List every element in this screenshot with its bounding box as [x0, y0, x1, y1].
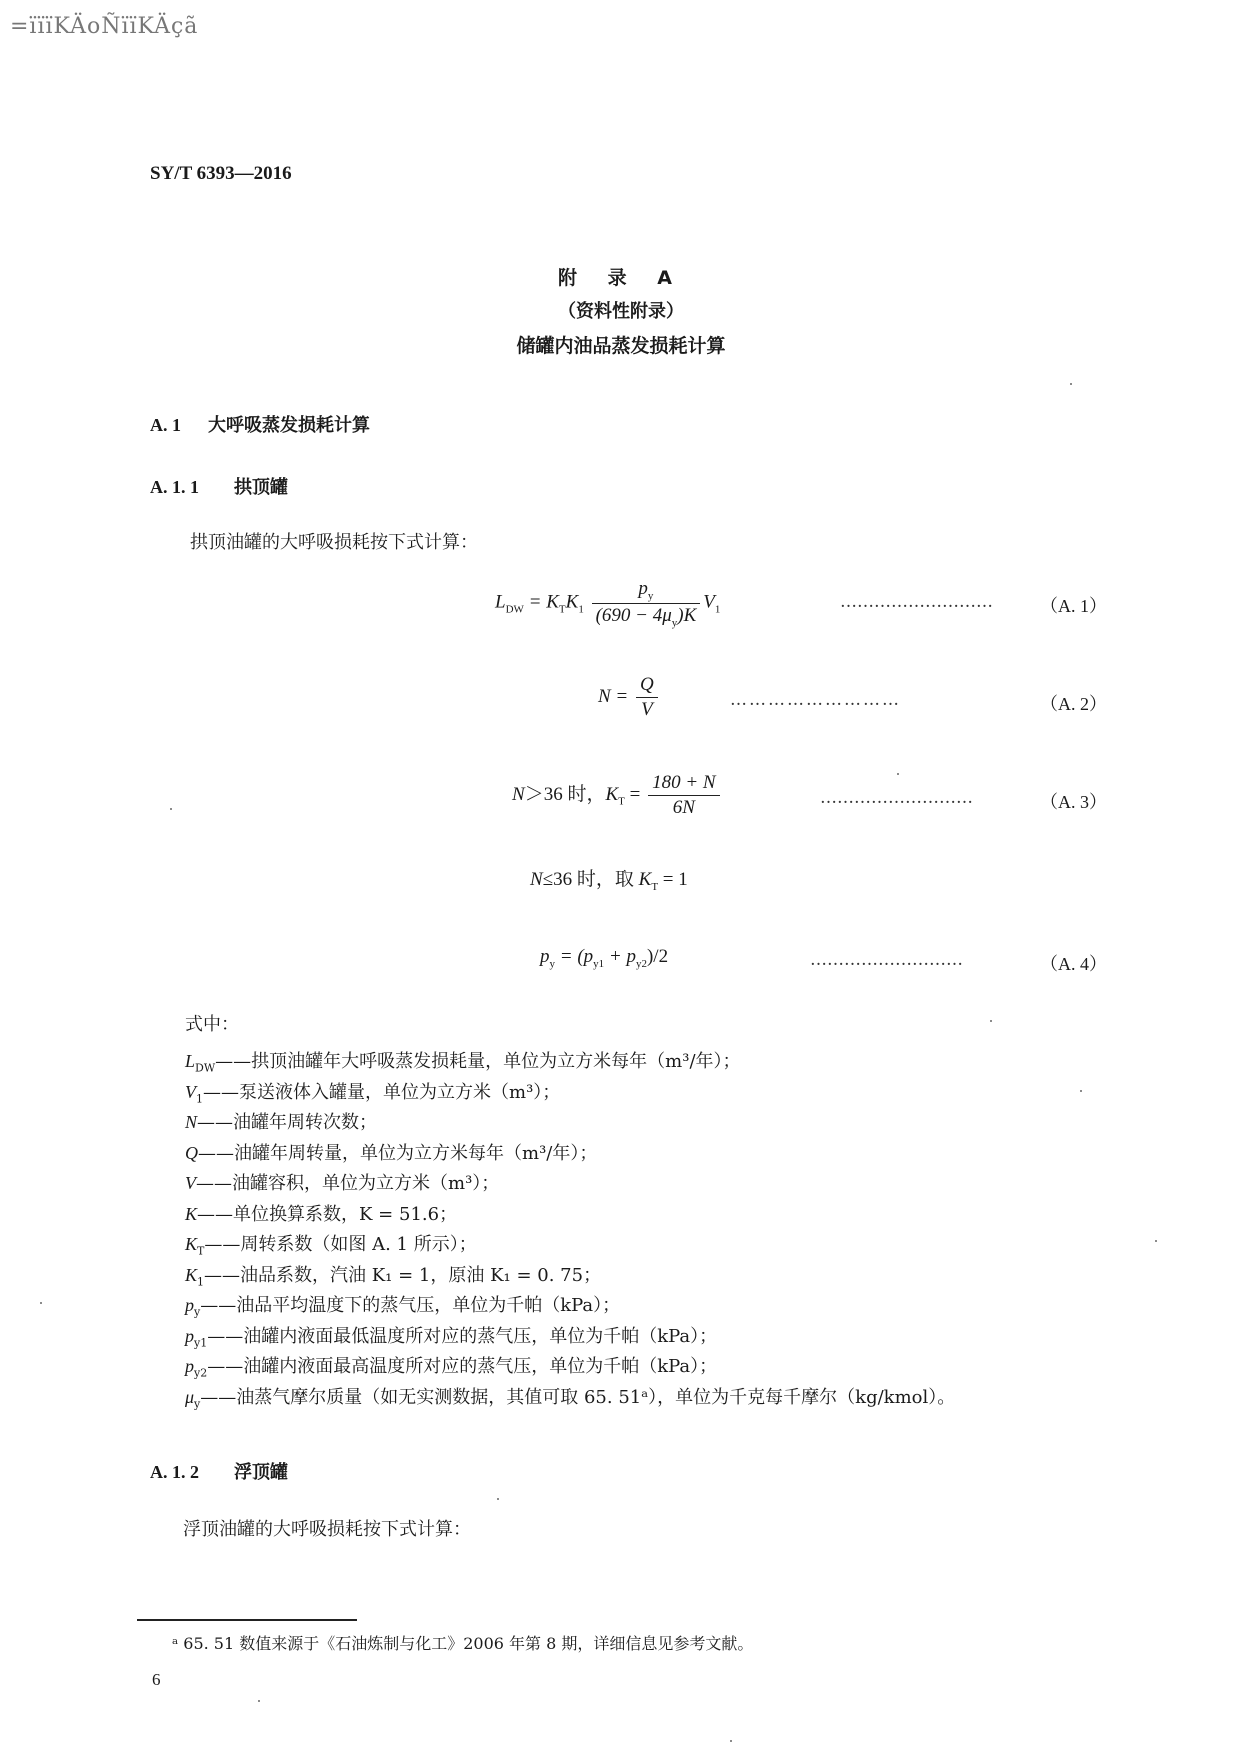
definition-symbol: p	[185, 1295, 194, 1315]
definition-symbol-subscript: y2	[194, 1366, 208, 1380]
formula-term: p	[638, 578, 648, 599]
formula-text: =	[624, 783, 646, 805]
definition-text: ——油品系数，汽油 K₁ = 1，原油 K₁ = 0. 75；	[204, 1264, 602, 1286]
definition-text: ——周转系数（如图 A. 1 所示）；	[204, 1234, 477, 1255]
page-number: 6	[152, 1670, 161, 1689]
leader-dots: ………………………	[810, 950, 963, 970]
scan-speck	[897, 773, 899, 775]
definition-item	[185, 1230, 477, 1258]
formula-lhs: N =	[598, 685, 633, 707]
definition-symbol: p	[185, 1325, 194, 1346]
scan-speck	[730, 1740, 732, 1742]
fraction-numerator: 180 + N	[648, 772, 720, 796]
formula-subscript: 1	[578, 603, 584, 616]
definition-symbol-subscript: DW	[195, 1061, 216, 1075]
equation-number: （A. 3）	[1040, 792, 1107, 812]
formula-subscript: T	[651, 880, 659, 893]
definition-text: ——油罐年周转次数；	[197, 1112, 378, 1133]
definition-text: ——油罐内液面最低温度所对应的蒸气压，单位为千帕（kPa）；	[207, 1325, 718, 1347]
formula-subscript: 1	[714, 603, 721, 616]
definition-text: ——油蒸气摩尔质量（如无实测数据，其值可取 65. 51ᵃ），单位为千克每千摩尔（kg/kmol）。	[200, 1386, 956, 1408]
leader-dots: ………………………	[730, 690, 901, 710]
section-title: 浮顶罐	[234, 1462, 288, 1483]
section-title: 大呼吸蒸发损耗计算	[208, 415, 370, 436]
definition-item	[185, 1169, 499, 1195]
section-a11-intro: 拱顶油罐的大呼吸损耗按下式计算：	[190, 532, 478, 553]
formula-term: (690 − 4μ	[595, 604, 672, 626]
section-a12-heading	[150, 1458, 288, 1484]
formula-a3-condition	[530, 864, 688, 893]
formula-text: = 1	[658, 869, 688, 890]
definition-symbol: K	[185, 1264, 198, 1285]
formula-term: V	[703, 591, 715, 613]
formula-term: K	[565, 591, 579, 613]
definition-text: ——单位换算系数，K = 51.6；	[197, 1203, 458, 1225]
definition-item	[185, 1261, 601, 1289]
definition-text: ——油罐内液面最高温度所对应的蒸气压，单位为千帕（kPa）；	[207, 1356, 718, 1377]
scan-speck	[1080, 1090, 1082, 1092]
formula-fraction	[636, 674, 658, 721]
definition-text: ——拱顶油罐年大呼吸蒸发损耗量，单位为立方米每年（m³/年）；	[215, 1051, 741, 1072]
formula-term: N	[530, 869, 543, 890]
scan-speck	[990, 1020, 992, 1022]
formula-term: K	[605, 783, 619, 805]
formula-term: )K	[677, 604, 697, 626]
fraction-numerator	[592, 578, 701, 604]
scan-speck	[170, 808, 172, 810]
formula-lhs: L	[495, 591, 506, 613]
definition-item	[185, 1139, 597, 1165]
formula-a1	[495, 578, 720, 629]
leader-dots: ………………………	[840, 592, 993, 612]
appendix-label: 附 录 A	[558, 267, 684, 289]
formula-term: = (p	[555, 946, 594, 967]
fraction-denominator: V	[641, 699, 653, 720]
formula-text: ≤36 时，取	[542, 869, 639, 890]
equation-number: （A. 1）	[1040, 596, 1107, 616]
formula-term: K	[638, 869, 652, 890]
section-title: 拱顶罐	[234, 477, 288, 498]
garbled-header-mark: =ïïïKÄoÑïïKÄçã	[10, 14, 199, 39]
equation-number: （A. 4）	[1040, 954, 1107, 974]
definition-symbol: μ	[185, 1386, 195, 1407]
section-number: A. 1	[150, 415, 181, 435]
section-a1-heading	[150, 411, 370, 437]
scan-speck	[497, 1498, 499, 1500]
definition-symbol-subscript: 1	[197, 1275, 205, 1289]
definition-text: ——泵送液体入罐量，单位为立方米（m³）；	[203, 1081, 561, 1103]
leader-dots: ………………………	[820, 788, 973, 808]
definition-symbol: K	[185, 1203, 198, 1224]
scan-speck	[1155, 1240, 1157, 1242]
formula-subscript: y1	[593, 957, 605, 970]
definition-symbol: K	[185, 1234, 198, 1254]
section-a12-intro: 浮顶油罐的大呼吸损耗按下式计算：	[183, 1519, 471, 1540]
definition-item	[185, 1200, 457, 1226]
formula-subscript: y	[647, 589, 654, 602]
definition-symbol: L	[185, 1051, 196, 1071]
formula-text: )/2	[646, 946, 669, 967]
definition-item	[185, 1352, 717, 1380]
formula-a4	[540, 946, 668, 970]
definition-symbol: N	[185, 1112, 198, 1132]
appendix-type: （资料性附录）	[558, 301, 684, 322]
definition-item	[185, 1383, 955, 1411]
definition-symbol: V	[185, 1173, 196, 1193]
definition-symbol-subscript: 1	[196, 1092, 203, 1106]
scan-speck	[40, 1302, 42, 1304]
definition-text: ——油品平均温度下的蒸气压，单位为千帕（kPa）；	[200, 1295, 621, 1316]
definition-item	[185, 1078, 560, 1106]
definition-item	[185, 1047, 741, 1075]
section-number: A. 1. 2	[150, 1462, 199, 1482]
definition-symbol-subscript: T	[197, 1244, 205, 1258]
formula-term: + p	[604, 946, 636, 967]
formula-subscript: DW	[505, 603, 524, 616]
formula-text: ＞36 时，	[524, 783, 606, 805]
equation-number: （A. 2）	[1040, 694, 1107, 714]
document-number: SY/T 6393—2016	[150, 163, 292, 184]
appendix-title: 储罐内油品蒸发损耗计算	[516, 335, 726, 357]
definition-item	[185, 1322, 717, 1350]
fraction-numerator: Q	[636, 674, 658, 698]
definition-text: ——油罐年周转量，单位为立方米每年（m³/年）；	[198, 1142, 598, 1164]
formula-term: = K	[523, 591, 559, 613]
definition-symbol-subscript: y1	[194, 1336, 208, 1350]
definition-symbol: V	[185, 1081, 196, 1102]
formula-term: N	[512, 783, 525, 805]
scan-speck	[1070, 383, 1072, 385]
formula-fraction	[592, 578, 701, 629]
definition-symbol: p	[185, 1356, 194, 1376]
scan-speck	[258, 1700, 260, 1702]
definitions-intro: 式中：	[185, 1014, 239, 1035]
formula-subscript: y	[549, 957, 555, 970]
footnote-rule	[137, 1619, 357, 1621]
formula-subscript: T	[558, 603, 566, 616]
definition-text: ——油罐容积，单位为立方米（m³）；	[196, 1173, 500, 1194]
definition-symbol: Q	[185, 1142, 198, 1163]
formula-subscript: y2	[635, 957, 647, 970]
definition-symbol-subscript: y	[194, 1397, 201, 1411]
definition-item	[185, 1108, 377, 1134]
section-a11-heading	[150, 473, 288, 499]
formula-subscript: y	[671, 616, 678, 629]
formula-term: p	[540, 946, 550, 967]
footnote: ᵃ 65. 51 数值来源于《石油炼制与化工》2006 年第 8 期，详细信息见参考文献。	[172, 1634, 754, 1653]
formula-a2	[598, 674, 661, 721]
fraction-denominator: 6N	[672, 797, 695, 818]
definition-item	[185, 1291, 620, 1319]
formula-fraction	[648, 772, 720, 819]
formula-subscript: T	[618, 795, 625, 808]
definition-symbol-subscript: y	[194, 1305, 201, 1319]
formula-a3	[512, 772, 723, 819]
section-number: A. 1. 1	[150, 477, 199, 497]
fraction-denominator	[592, 604, 701, 629]
